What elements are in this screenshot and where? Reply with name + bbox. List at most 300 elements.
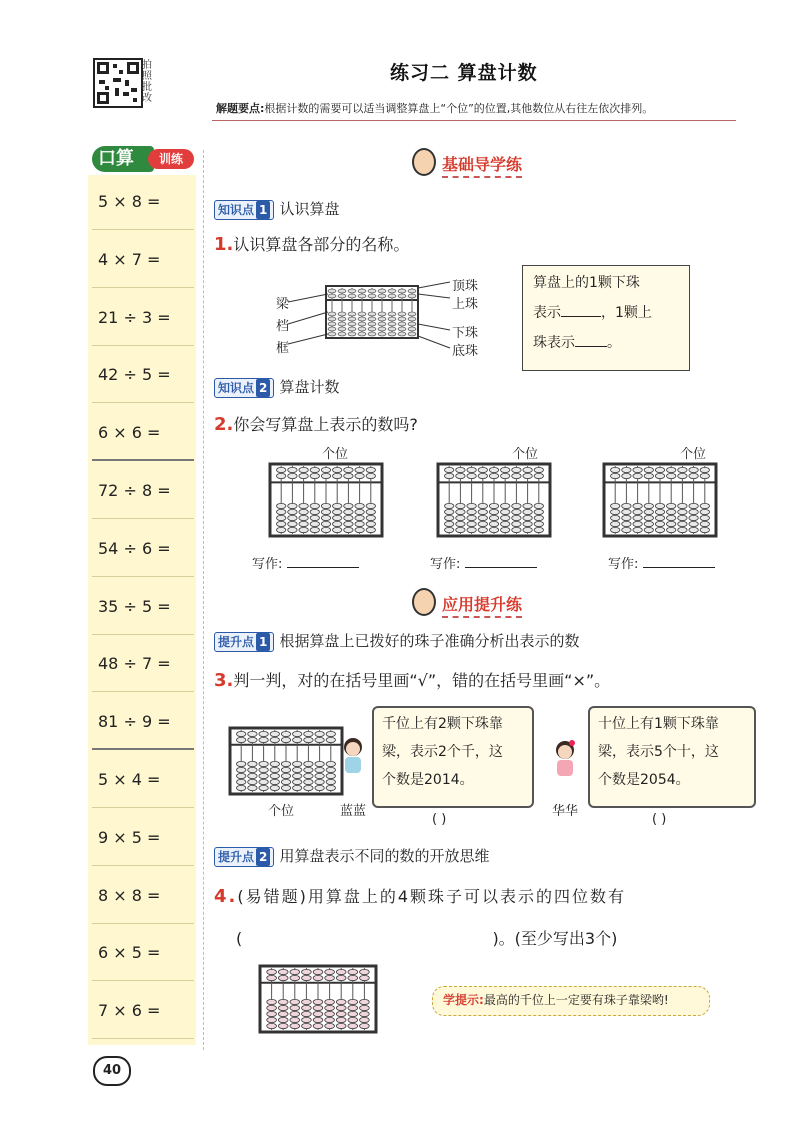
abacus-bead [278,969,288,974]
abacus-bead [700,509,709,514]
abacus-bead [259,731,268,736]
abacus-bead [489,509,498,514]
name-lanlan: 蓝蓝 [340,804,367,819]
abacus-bead [313,1017,323,1022]
write-row-b: 写作: [430,553,537,572]
abacus-bead [678,467,687,472]
abacus-bead [315,785,324,790]
abacus-bead [276,509,285,514]
abacus-bead [467,515,476,520]
abacus-bead [456,503,465,508]
kid-icon [412,148,436,176]
abacus-bead [689,503,698,508]
abacus-bead [500,473,509,478]
abacus-bead [500,503,509,508]
abacus-bead [315,779,324,784]
abacus-bead [444,473,453,478]
abacus-bead [348,975,358,980]
abacus-bead [478,503,487,508]
abacus-bead [321,521,330,526]
abacus-bead [344,473,353,478]
calc-problem: 8 × 8 = [92,867,194,924]
abacus-bead [325,1011,335,1016]
abacus-bead [456,473,465,478]
write-row-c: 写作: [608,553,715,572]
badge-sub: 训练 [148,149,194,169]
abacus-bead [489,515,498,520]
abacus-bead [700,515,709,520]
abacus-bead [610,515,619,520]
abacus-bead [267,1011,277,1016]
abacus-bead [313,1023,323,1028]
abacus-bead [326,731,335,736]
abacus-bead [444,521,453,526]
abacus-bead [678,527,687,532]
abacus-bead [270,731,279,736]
abacus-bead [666,521,675,526]
abacus-bead [290,1023,300,1028]
abacus-bead [355,527,364,532]
abacus-bead [281,785,290,790]
speech-bubble-lanlan: 千位上有2颗下珠靠 梁，表示2个千，这 个数是2014。 [372,706,534,808]
abacus-bead [304,767,313,772]
tips-label: 解题要点: [216,102,265,115]
abacus-bead [259,773,268,778]
abacus-bead [512,473,521,478]
girl-lanlan-icon [336,735,370,775]
question-3: 3.判一判，对的在括号里画“√”，错的在括号里画“×”。 [214,670,611,691]
kp2-text: 算盘计数 [279,378,340,396]
ones-label-a: 个位 [322,447,349,462]
calc-problem: 54 ÷ 6 = [92,520,194,577]
abacus-bead [290,1005,300,1010]
abacus-bead [360,975,370,980]
abacus-bead [366,521,375,526]
abacus-bead [332,509,341,514]
abacus-bead [678,509,687,514]
abacus-bead [288,521,297,526]
abacus-bead [310,509,319,514]
abacus-bead [325,1023,335,1028]
abacus-bead [534,467,543,472]
abacus-bead [315,773,324,778]
abacus-bead [644,473,653,478]
label-dizhu: 底珠 [452,344,479,359]
abacus-bead [655,521,664,526]
judge-paren-2[interactable]: ( ) [652,812,667,827]
abacus-bead [644,503,653,508]
abacus-bead [299,509,308,514]
abacus-bead [248,761,257,766]
label-shangzhu: 上珠 [452,297,479,312]
abacus-bead [310,515,319,520]
kp1-row [214,198,339,220]
abacus-q2-c [600,460,720,540]
abacus-bead [489,473,498,478]
abacus-bead [332,521,341,526]
abacus-bead [344,527,353,532]
tp1-text: 根据算盘上已拨好的珠子准确分析出表示的数 [279,632,580,650]
abacus-bead [456,521,465,526]
abacus-bead [270,779,279,784]
judge-paren-1[interactable]: ( ) [432,812,447,827]
abacus-bead [276,527,285,532]
abacus-bead [610,473,619,478]
abacus-bead [236,785,245,790]
abacus-bead [276,515,285,520]
abacus-bead [276,503,285,508]
calc-problem: 9 × 5 = [92,809,194,866]
abacus-bead [304,737,313,742]
abacus-bead [366,527,375,532]
tips-text: 根据计数的需要可以适当调整算盘上“个位”的位置,其他数位从右往左依次排列。 [264,102,654,115]
abacus-bead [302,999,312,1004]
abacus-bead [281,767,290,772]
abacus-bead [467,527,476,532]
abacus-bead [467,521,476,526]
blank-upper-bead[interactable] [575,332,607,347]
abacus-bead [336,1017,346,1022]
calc-problem: 35 ÷ 5 = [92,578,194,635]
abacus-bead [534,527,543,532]
calc-problem: 5 × 8 = [92,173,194,230]
abacus-bead [299,467,308,472]
abacus-bead [325,975,335,980]
abacus-bead [655,503,664,508]
abacus-bead [444,527,453,532]
abacus-bead [259,779,268,784]
mental-math-badge [92,146,196,174]
abacus-bead [444,509,453,514]
abacus-bead [313,1011,323,1016]
abacus-bead [355,503,364,508]
abacus-bead [348,1005,358,1010]
question-4-line2: ( )。(至少写出3个) [236,929,618,948]
abacus-bead [456,467,465,472]
calc-problem: 42 ÷ 5 = [92,346,194,403]
abacus-bead [278,1023,288,1028]
abacus-bead [304,773,313,778]
section-basic-title: 基础导学练 [442,152,522,175]
abacus-bead [655,527,664,532]
abacus-bead [700,521,709,526]
abacus-bead [321,467,330,472]
abacus-bead [500,509,509,514]
hint-box: 学提示:最高的千位上一定要有珠子靠梁哟! [432,986,710,1016]
abacus-bead [348,1011,358,1016]
abacus-bead [288,515,297,520]
abacus-bead [467,503,476,508]
abacus-bead [610,509,619,514]
abacus-bead [288,527,297,532]
abacus-bead [325,969,335,974]
abacus-bead [700,467,709,472]
abacus-bead [248,737,257,742]
abacus-bead [678,503,687,508]
abacus-bead [523,527,532,532]
abacus-bead [259,785,268,790]
abacus-bead [326,773,335,778]
abacus-bead [655,467,664,472]
abacus-bead [689,509,698,514]
abacus-q3 [226,724,346,798]
abacus-bead [292,779,301,784]
abacus-bead [302,969,312,974]
abacus-bead [500,521,509,526]
abacus-bead [292,761,301,766]
answer-blank-b[interactable] [465,553,537,568]
abacus-bead [366,509,375,514]
abacus-bead [267,1005,277,1010]
abacus-bead [678,473,687,478]
abacus-bead [534,503,543,508]
abacus-bead [292,737,301,742]
girl-huahua-icon [548,738,582,778]
abacus-bead [299,503,308,508]
abacus-bead [290,969,300,974]
abacus-bead [344,515,353,520]
label-dingzhu: 顶珠 [452,279,479,294]
blank-lower-bead[interactable] [561,302,601,317]
abacus-bead [259,761,268,766]
qr-code [93,58,143,108]
abacus-bead [655,509,664,514]
abacus-bead [278,1005,288,1010]
abacus-bead [326,785,335,790]
abacus-bead [302,1017,312,1022]
question-2: 2.你会写算盘上表示的数吗? [214,414,418,435]
tp2-text: 用算盘表示不同的数的开放思维 [279,847,490,865]
abacus-bead [304,731,313,736]
answer-blank-a[interactable] [287,553,359,568]
answer-blank-q4[interactable] [247,930,487,944]
abacus-bead [478,473,487,478]
abacus-bead [304,779,313,784]
abacus-bead [622,527,631,532]
abacus-bead [299,527,308,532]
calc-problem: 6 × 5 = [92,924,194,981]
calc-problem: 48 ÷ 7 = [92,635,194,692]
abacus-bead [500,467,509,472]
abacus-bead [523,509,532,514]
abacus-bead [355,509,364,514]
abacus-bead [321,503,330,508]
page-number: 40 [93,1056,131,1086]
abacus-bead [689,515,698,520]
abacus-bead [655,515,664,520]
calc-problem: 4 × 7 = [92,231,194,288]
abacus-bead [523,515,532,520]
abacus-bead [332,467,341,472]
ones-label-b: 个位 [512,447,539,462]
abacus-bead [299,521,308,526]
abacus-bead [355,473,364,478]
abacus-bead [523,521,532,526]
abacus-bead [310,521,319,526]
abacus-bead [326,779,335,784]
abacus-bead [689,467,698,472]
abacus-bead [236,779,245,784]
question-1: 1.认识算盘各部分的名称。 [214,234,410,255]
abacus-bead [467,509,476,514]
abacus-bead [288,503,297,508]
abacus-bead [666,527,675,532]
abacus-bead [248,731,257,736]
abacus-bead [512,521,521,526]
abacus-bead [467,467,476,472]
abacus-bead [321,515,330,520]
abacus-bead [666,473,675,478]
abacus-bead [336,1005,346,1010]
abacus-bead [236,773,245,778]
abacus-bead [236,761,245,766]
abacus-bead [332,473,341,478]
abacus-bead [332,527,341,532]
abacus-bead [478,527,487,532]
abacus-bead [700,503,709,508]
abacus-bead [633,467,642,472]
abacus-bead [292,785,301,790]
abacus-bead [355,515,364,520]
label-kuang: 框 [276,341,290,356]
abacus-bead [304,761,313,766]
abacus-bead [348,1017,358,1022]
abacus-bead [348,969,358,974]
tp2-tag: 提升点 2 [214,847,274,867]
abacus-bead [336,1011,346,1016]
abacus-bead [315,767,324,772]
abacus-bead [302,1023,312,1028]
abacus-bead [236,731,245,736]
column-divider [203,150,204,1050]
abacus-bead [292,731,301,736]
abacus-bead [655,473,664,478]
abacus-bead [315,737,324,742]
abacus-bead [290,1011,300,1016]
abacus-bead [678,521,687,526]
answer-blank-c[interactable] [643,553,715,568]
abacus-bead [622,515,631,520]
abacus-bead [633,521,642,526]
abacus-bead [456,509,465,514]
kid-icon-2 [412,588,436,616]
abacus-bead [325,1005,335,1010]
abacus-bead [633,515,642,520]
label-liang: 梁 [276,297,290,312]
abacus-bead [304,785,313,790]
abacus-bead [267,1023,277,1028]
calc-problem: 7 × 6 = [92,982,194,1039]
abacus-bead [310,473,319,478]
abacus-bead [336,999,346,1004]
abacus-bead [281,731,290,736]
label-dang: 档 [276,319,290,334]
abacus-bead [332,515,341,520]
abacus-bead [278,975,288,980]
abacus-bead [236,737,245,742]
abacus-bead [456,515,465,520]
tp2-row [214,845,489,867]
abacus-bead [310,467,319,472]
abacus-bead [281,779,290,784]
abacus-bead [478,467,487,472]
abacus-bead [292,767,301,772]
abacus-bead [288,509,297,514]
abacus-bead [315,761,324,766]
abacus-bead [610,467,619,472]
tp1-row [214,630,579,652]
abacus-bead [248,785,257,790]
abacus-bead [313,999,323,1004]
tips-line [212,98,736,121]
abacus-bead [360,1017,370,1022]
abacus-bead [270,761,279,766]
abacus-bead [259,737,268,742]
abacus-bead [366,467,375,472]
abacus-bead [276,521,285,526]
abacus-bead [321,473,330,478]
ones-label-c: 个位 [680,447,707,462]
abacus-bead [281,737,290,742]
name-huahua: 华华 [552,804,579,819]
abacus-bead [278,1017,288,1022]
abacus-bead [644,509,653,514]
abacus-bead [366,473,375,478]
abacus-bead [512,509,521,514]
kp1-tag: 知识点 1 [214,200,274,220]
abacus-bead [644,521,653,526]
abacus-bead [512,515,521,520]
abacus-bead [336,969,346,974]
abacus-bead [666,467,675,472]
question-4: 4.(易错题)用算盘上的4颗珠子可以表示的四位数有 [214,886,627,907]
abacus-bead [326,737,335,742]
abacus-bead [344,503,353,508]
tp1-tag: 提升点 1 [214,632,274,652]
calc-problem: 21 ÷ 3 = [92,289,194,346]
label-xiazhu: 下珠 [452,326,479,341]
kp2-row [214,376,339,398]
abacus-bead [355,467,364,472]
abacus-bead [310,527,319,532]
abacus-bead [344,509,353,514]
abacus-bead [344,467,353,472]
abacus-bead [321,509,330,514]
abacus-bead [299,473,308,478]
abacus-bead [270,767,279,772]
abacus-bead [360,1011,370,1016]
abacus-bead [310,503,319,508]
abacus-bead [355,521,364,526]
abacus-bead [678,515,687,520]
abacus-bead [332,503,341,508]
abacus-bead [523,503,532,508]
abacus-bead [348,999,358,1004]
abacus-bead [360,1005,370,1010]
abacus-bead [270,785,279,790]
section-advanced-title: 应用提升练 [442,592,522,615]
abacus-bead [288,473,297,478]
abacus-bead [500,527,509,532]
abacus-bead [276,473,285,478]
abacus-q4 [256,962,380,1036]
abacus-bead [321,527,330,532]
abacus-bead [622,473,631,478]
abacus-bead [534,521,543,526]
kp2-tag: 知识点 2 [214,378,274,398]
abacus-bead [512,503,521,508]
abacus-bead [456,527,465,532]
